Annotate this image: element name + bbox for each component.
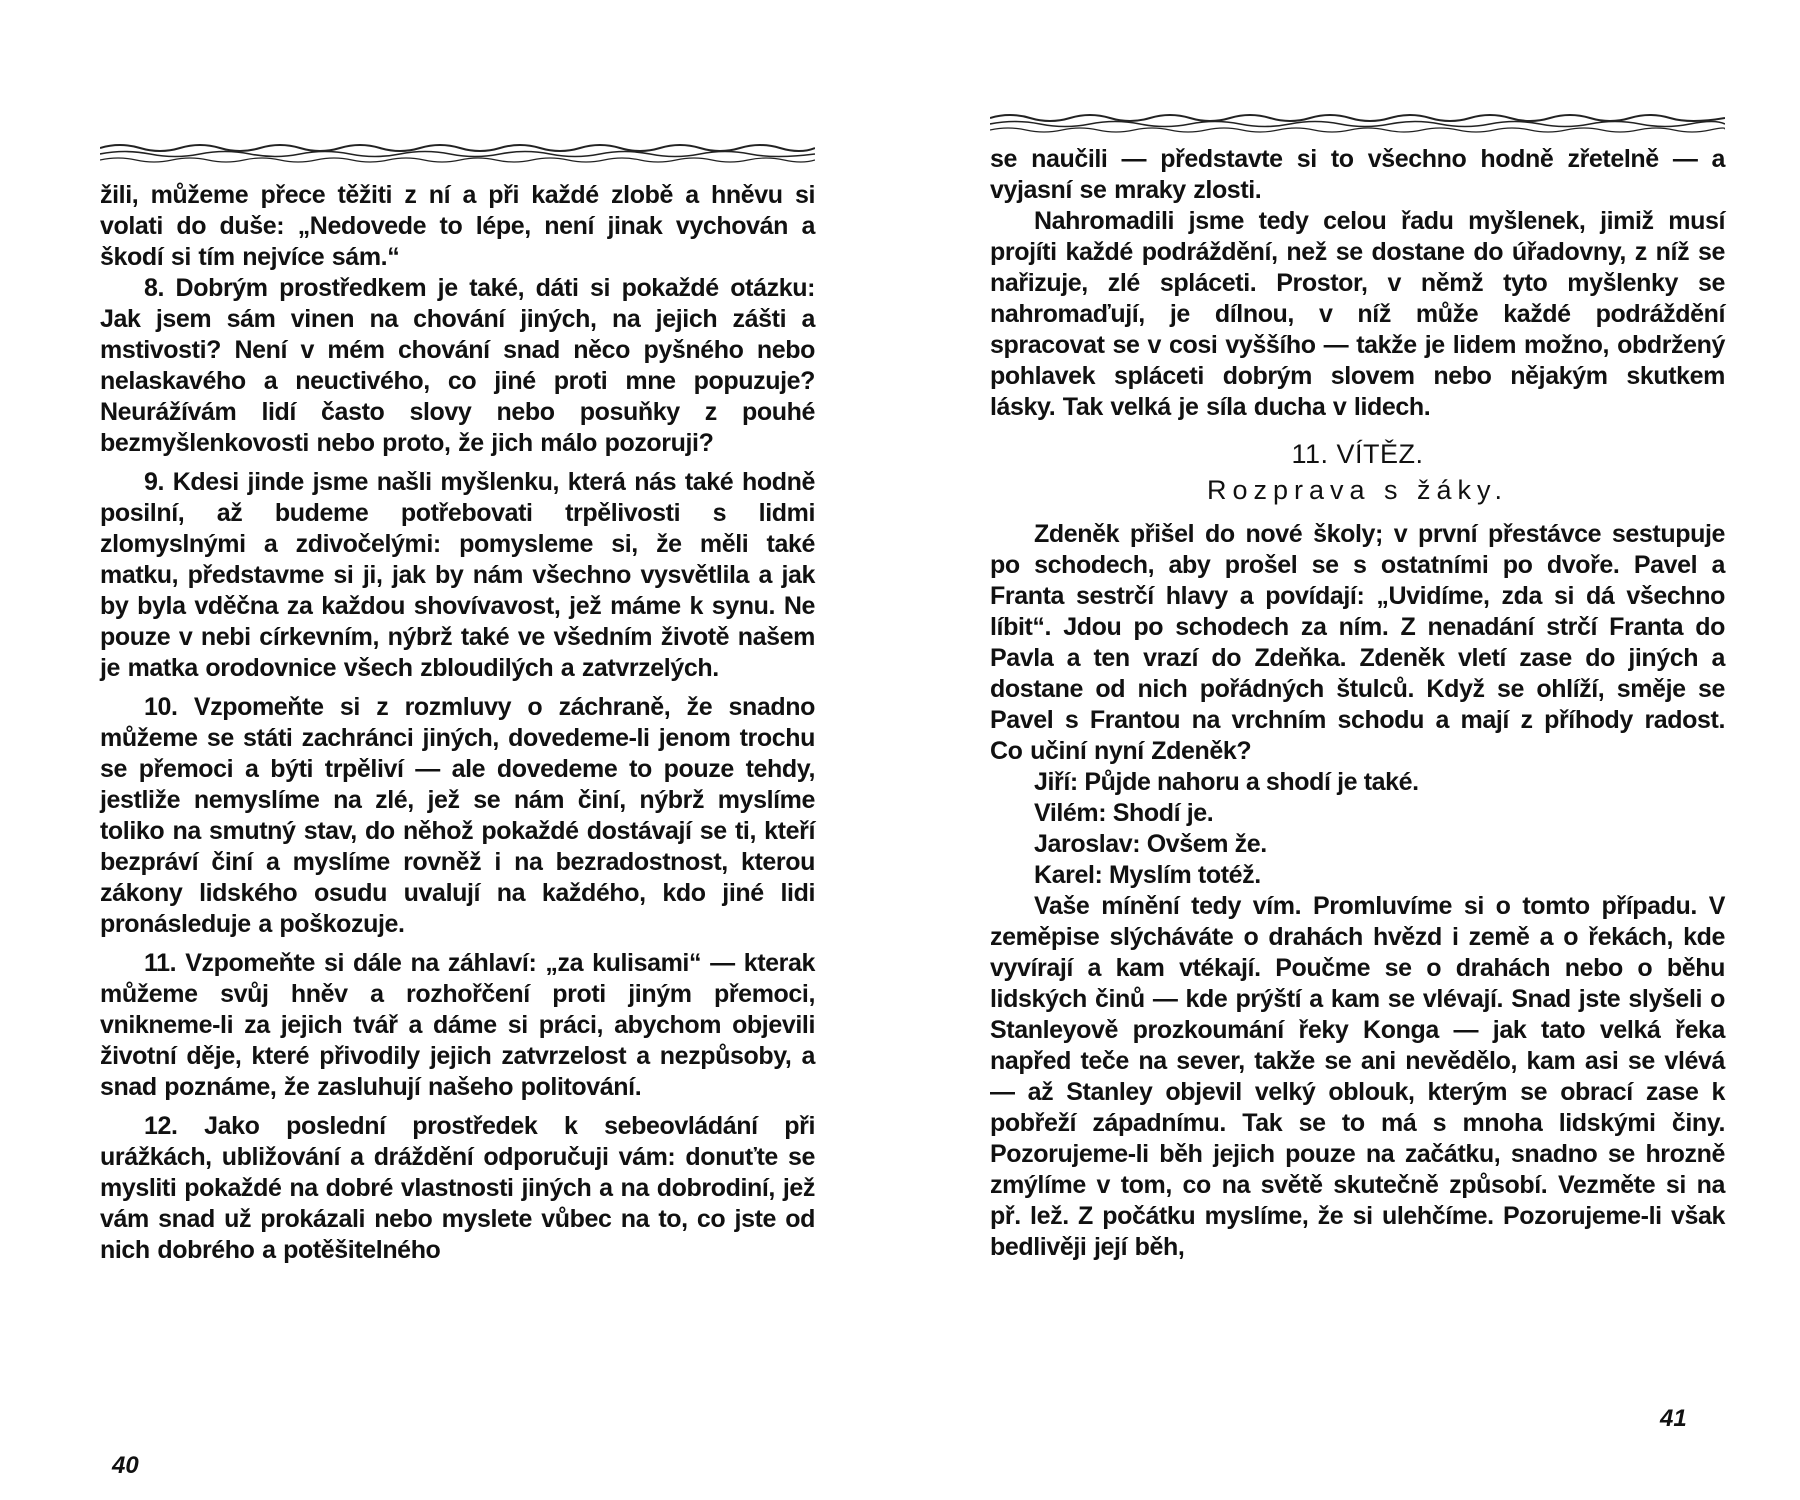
paragraph-summary: Nahromadili jsme tedy celou řadu myšlenek, jimiž musí projíti každé podráždění, než se dostane do úřadovny, z níž se nařizuje, zlé spláceti. Prostor, v němž tyto myšlenky se nahromaďují, je dílnou, v níž může každé podráždění spracovat se v cosi vyššího — takže je lidem možno, obdržený pohlavek spláceti dobrým slovem nebo nějakým skutkem lásky. Tak velká je síla ducha v lidech. xyxy=(990,207,1725,421)
paragraph-12: 12. Jako poslední prostředek k sebeovládání při urážkách, ubližování a dráždění odporučuji vám: donuťte se mysliti pokaždé na dobré vlastnosti jiných a na dobrodiní, jež vám snad už prokázali nebo myslete vůbec na to, co jste od nich dobrého a potěšitelného xyxy=(100,1112,815,1264)
section-heading: 11. VÍTĚZ. xyxy=(1291,439,1424,469)
dialogue-line: Jiří: Půjde nahoru a shodí je také. xyxy=(1034,768,1419,796)
dialogue-line: Vilém: Shodí je. xyxy=(1034,799,1214,827)
dialogue-line: Karel: Myslím totéž. xyxy=(1034,861,1261,889)
page-number-right: 41 xyxy=(1660,1405,1687,1432)
paragraph-11: 11. Vzpomeňte si dále na záhlaví: „za kulisami“ — kterak můžeme svůj hněv a rozhořčení proti jiným přemoci, vnikneme-li za jejich tvář a dáme si práci, abychom objevili životní děje, které přivodily jejich zatvrzelost a nezpůsoby, a snad poznáme, že zasluhují našeho politování. xyxy=(100,949,815,1101)
paragraph-8: 8. Dobrým prostředkem je také, dáti si pokaždé otázku: Jak jsem sám vinen na chování jiných, na jejich zášti a mstivosti? Není v mém chování snad něco pyšného nebo nelaskavého a neuctivého, co jiné proti mne popuzuje? Neurážívám lidí často slovy nebo posuňky z pouhé bezmyšlenkovosti nebo proto, že jich málo pozoruji? xyxy=(100,274,815,457)
section-subheading: Rozprava s žáky. xyxy=(1206,475,1509,505)
wave-ornament-icon xyxy=(100,140,815,166)
dialogue-line: Jaroslav: Ovšem že. xyxy=(1034,830,1267,858)
left-page xyxy=(100,140,815,1266)
page-number-left: 40 xyxy=(112,1452,139,1479)
right-page xyxy=(990,110,1725,1263)
paragraph-9: 9. Kdesi jinde jsme našli myšlenku, která nás také hodně posilní, až budeme potřebovati trpělivosti s lidmi zlomyslnými a zdivočelými: pomysleme si, že měli také matku, představme si ji, jak by nám všechno vysvětlila a jak by byla vděčna za každou shovívavost, jež máme k synu. Ne pouze v nebi církevním, nýbrž také ve všedním životě našem je matka orodovnice všech zbloudilých a zatvrzelých. xyxy=(100,468,815,682)
wave-ornament-icon xyxy=(990,110,1725,136)
paragraph-continuation: žili, můžeme přece těžiti z ní a při každé zlobě a hněvu si volati do duše: „Nedovede to lépe, není jinak vychován a škodí si tím nejvíce sám.“ xyxy=(100,181,815,271)
paragraph-continuation: se naučili — představte si to všechno hodně zřetelně — a vyjasní se mraky zlosti. xyxy=(990,145,1725,204)
paragraph-closing: Vaše mínění tedy vím. Promluvíme si o tomto případu. V zeměpise slýcháváte o drahách hvězd i země a o řekách, kde vyvírají a kam vtékají. Poučme se o drahách nebo o běhu lidských činů — kde prýští a kam se vlévají. Snad jste slyšeli o Stanleyově prozkoumání řeky Konga — jak tato velká řeka napřed teče na sever, takže se ani nevědělo, kam asi se vlévá — až Stanley objevil velký oblouk, kterým se obrací zase k pobřeží západnímu. Tak se to má s mnoha lidskými činy. Pozorujeme-li běh jejich pouze na začátku, snadno se hrozně zmýlíme v tom, co na světě skutečně způsobí. Vezměte si na př. lež. Z počátku myslíme, že si ulehčíme. Pozorujeme-li však bedlivěji její běh, xyxy=(990,892,1725,1261)
paragraph-story: Zdeněk přišel do nové školy; v první přestávce sestupuje po schodech, aby prošel se s ostatními po dvoře. Pavel a Franta sestrčí hlavy a povídají: „Uvidíme, zda si dá všechno líbit“. Jdou po schodech za ním. Z nenadání strčí Franta do Pavla a ten vrazí do Zdeňka. Zdeněk vletí zase do jiných a dostane od nich pořádných štulců. Když se ohlíží, směje se Pavel s Frantou na vrchním schodu a mají z příhody radost. Co učiní nyní Zdeněk? xyxy=(990,520,1725,765)
paragraph-10: 10. Vzpomeňte si z rozmluvy o záchraně, že snadno můžeme se státi zachránci jiných, dovedeme-li jenom trochu se přemoci a býti trpěliví — ale dovedeme to pouze tehdy, jestliže nemyslíme na zlé, jež se nám činí, nýbrž myslíme toliko na smutný stav, do něhož pokaždé dostávají se ti, kteří bezpráví činí a myslíme rovněž i na bezradostnost, kterou zákony lidského osudu uvalují na každého, kdo jiné lidi pronásleduje a poškozuje. xyxy=(100,693,815,938)
